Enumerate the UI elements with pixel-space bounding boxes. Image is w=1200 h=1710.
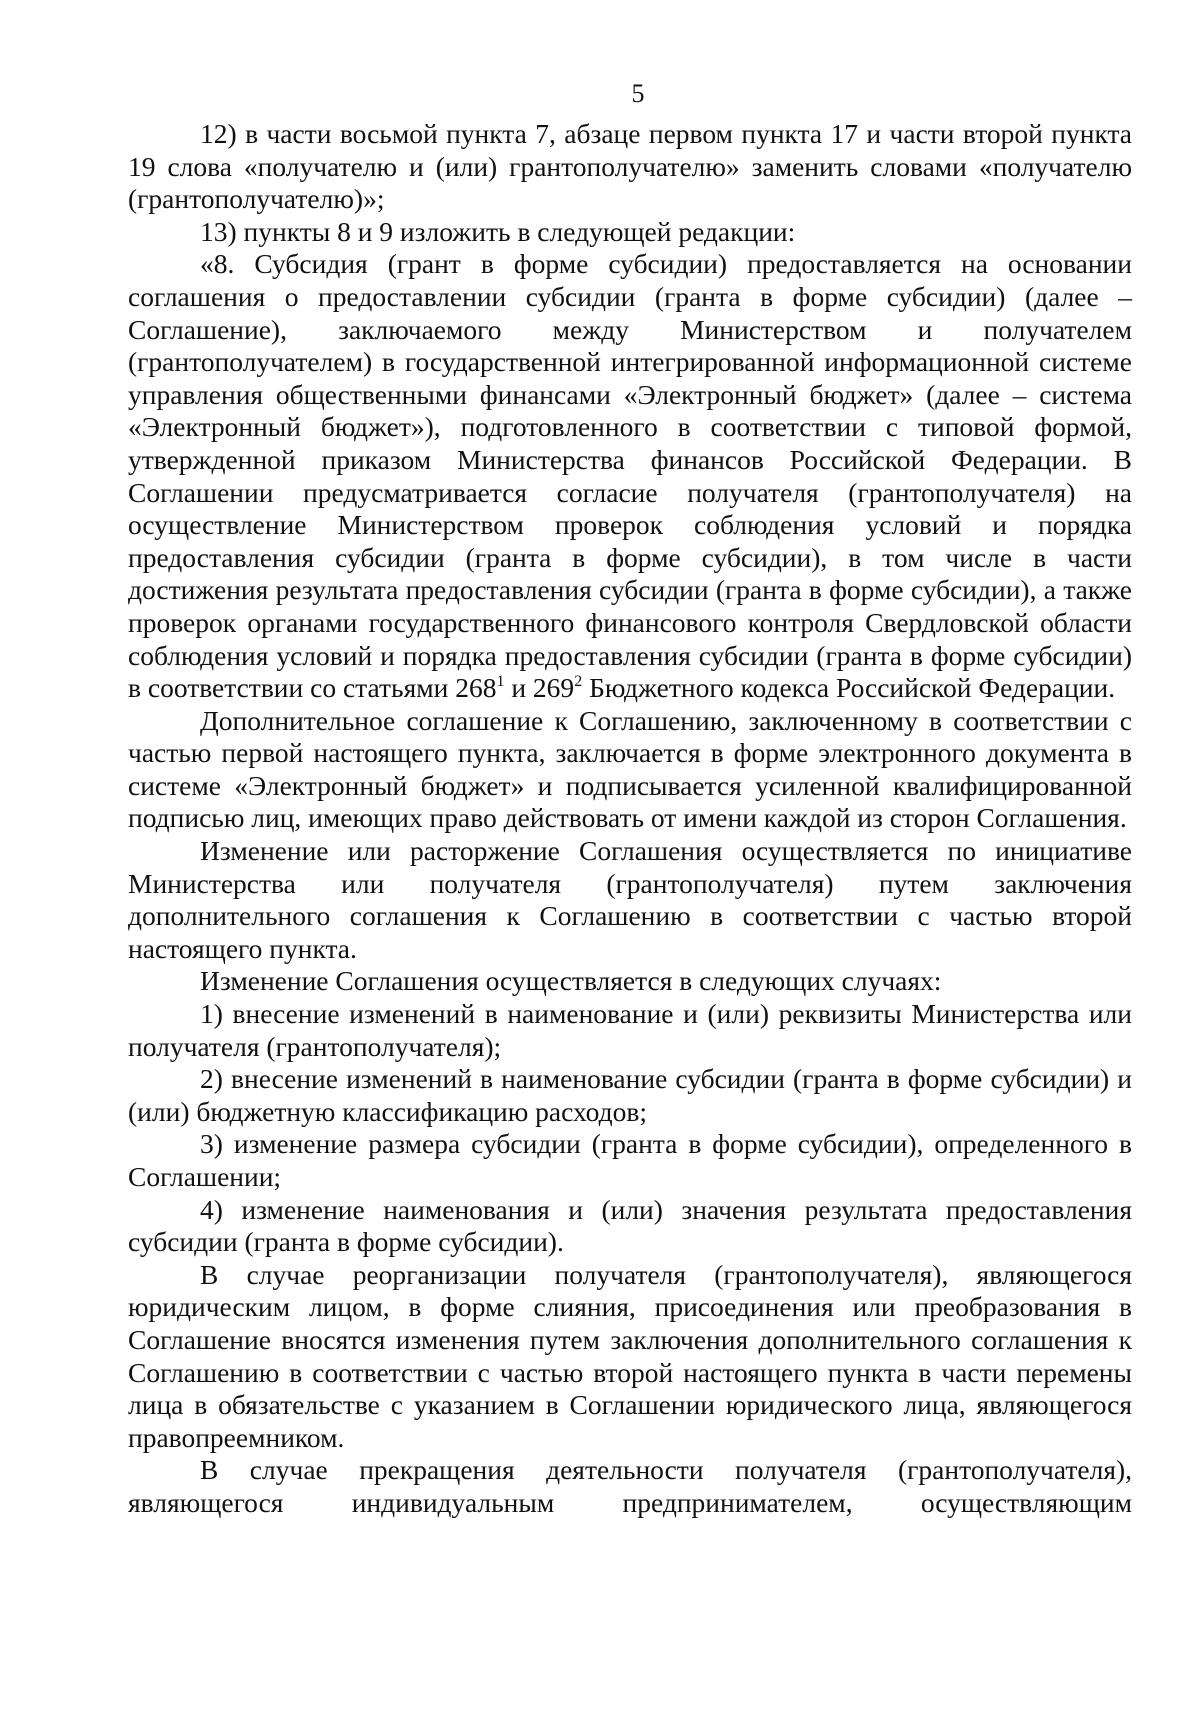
list-item-4: 4) изменение наименования и (или) значения результата предоставления субсидии (гранта в форме субсидии).: [128, 1193, 1132, 1258]
paragraph-point-8: [128, 248, 1132, 704]
paragraph-change-termination: Изменение или расторжение Соглашения осуществляется по инициативе Министерства или получателя (грантополучателя) путем заключения дополнительного соглашения к Соглашению в соответствии с частью второй настоящего пункта.: [128, 835, 1132, 964]
paragraph-additional-agreement: Дополнительное соглашение к Соглашению, заключенному в соответствии с частью первой настоящего пункта, заключается в форме электронного документа в системе «Электронный бюджет» и подписывается усиленной квалифицированной подписью лиц, имеющих право действовать от имени каждой из сторон Соглашения.: [128, 704, 1132, 834]
document-body: [128, 118, 1132, 1520]
paragraph-reorganization: В случае реорганизации получателя (грантополучателя), являющегося юридическим лицом, в форме слияния, присоединения или преобразования в Соглашение вносятся изменения путем заключения дополнительного соглашения к Соглашению в соответствии с частью второй настоящего пункта в части перемены лица в обязательстве с указанием в Соглашении юридического лица, являющегося правопреемником.: [128, 1258, 1132, 1453]
article-269-superscript: 2: [574, 673, 583, 691]
budget-code-ref: Бюджетного кодекса Российской Федерации.: [582, 672, 1116, 704]
article-269-ref: и 269: [504, 672, 575, 704]
list-item-2: 2) внесение изменений в наименование субсидии (гранта в форме субсидии) и (или) бюджетную классификацию расходов;: [128, 1063, 1132, 1127]
list-item-3: 3) изменение размера субсидии (гранта в форме субсидии), определенного в Соглашении;: [128, 1128, 1132, 1192]
list-item-1: 1) внесение изменений в наименование и (или) реквизиты Министерства или получателя (грантополучателя);: [128, 998, 1132, 1062]
paragraph-item-13: 13) пункты 8 и 9 изложить в следующей редакции:: [200, 215, 796, 247]
document-page: [128, 0, 1132, 1520]
page-number: 5: [631, 79, 645, 108]
point-8-text: «8. Субсидия (грант в форме субсидии) предоставляется на основании соглашения о предоставлении субсидии (гранта в форме субсидии) (далее – Соглашение), заключаемого между Министерством и получателем (грантополучателем) в государственной интегрированной информационной системе управления общественными финансами «Электронный бюджет» (далее – система «Электронный бюджет»), подготовленного в соответствии с типовой формой, утвержденной приказом Министерства финансов Российской Федерации. В Соглашении предусматривается согласие получателя (грантополучателя) на осуществление Министерством проверок соблюдения условий и порядка предоставления субсидии (гранта в форме субсидии), в том числе в части достижения результата предоставления субсидии (гранта в форме субсидии), а также проверок органами государственного финансового контроля Свердловской области соблюдения условий и порядка предоставления субсидии (гранта в форме субсидии) в соответствии со статьями 268: [128, 248, 1132, 704]
article-268-superscript: 1: [496, 673, 505, 691]
paragraph-termination: В случае прекращения деятельности получателя (грантополучателя), являющегося индивидуальным предпринимателем, осуществляющим: [128, 1454, 1132, 1518]
paragraph-change-cases: Изменение Соглашения осуществляется в следующих случаях:: [200, 965, 942, 997]
paragraph-item-12: 12) в части восьмой пункта 7, абзаце первом пункта 17 и части второй пункта 19 слова «получателю и (или) грантополучателю» заменить словами «получателю (грантополучателю)»;: [128, 118, 1132, 215]
